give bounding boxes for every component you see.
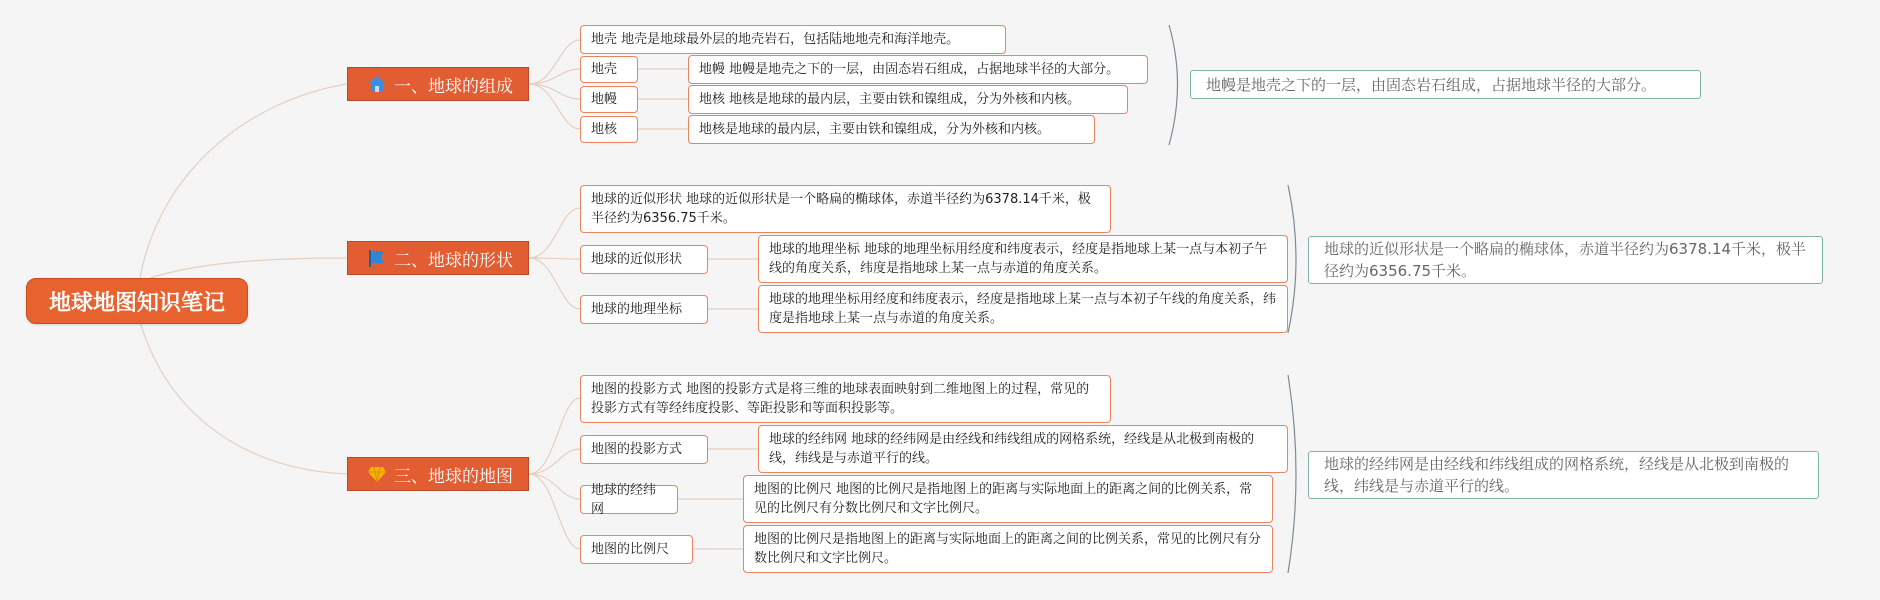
flag-icon (366, 247, 388, 269)
topic-node-projection[interactable]: 地图的投影方式 (580, 435, 708, 464)
branch-label: 三、地球的地图 (394, 466, 513, 487)
detail-node-scale[interactable]: 地图的比例尺 地图的比例尺是指地图上的距离与实际地面上的距离之间的比例关系，常见的比例尺有分数比例尺和文字比例尺。 (743, 475, 1273, 523)
detail-node-core-2[interactable]: 地核是地球的最内层，主要由铁和镍组成，分为外核和内核。 (688, 115, 1095, 144)
intro-node[interactable]: 地壳 地壳是地球最外层的地壳岩石，包括陆地地壳和海洋地壳。 (580, 25, 1006, 54)
topic-node-geo-coordinates[interactable]: 地球的地理坐标 (580, 295, 708, 324)
branch-label: 二、地球的形状 (394, 250, 513, 271)
summary-shape[interactable]: 地球的近似形状是一个略扁的椭球体，赤道半径约为6378.14千米，极半径约为6356.75千米。 (1308, 236, 1823, 284)
house-icon (366, 73, 388, 95)
topic-node-mantle[interactable]: 地幔 (580, 86, 638, 113)
detail-node-geo-coordinates-2[interactable]: 地球的地理坐标用经度和纬度表示，经度是指地球上某一点与本初子午线的角度关系，纬度是指地球上某一点与赤道的角度关系。 (758, 285, 1288, 333)
detail-node-mantle[interactable]: 地幔 地幔是地壳之下的一层，由固态岩石组成，占据地球半径的大部分。 (688, 55, 1148, 84)
topic-node-crust[interactable]: 地壳 (580, 56, 638, 83)
topic-node-graticule[interactable]: 地球的经纬网 (580, 485, 678, 514)
central-topic[interactable]: 地球地图知识笔记 (26, 278, 248, 324)
topic-node-scale[interactable]: 地图的比例尺 (580, 535, 693, 564)
branch-earth-map[interactable] (347, 457, 529, 491)
detail-node-geo-coordinates[interactable]: 地球的地理坐标 地球的地理坐标用经度和纬度表示，经度是指地球上某一点与本初子午线的角度关系，纬度是指地球上某一点与赤道的角度关系。 (758, 235, 1288, 283)
topic-node-core[interactable]: 地核 (580, 116, 638, 143)
topic-node-approx-shape[interactable]: 地球的近似形状 (580, 245, 708, 274)
summary-map[interactable]: 地球的经纬网是由经线和纬线组成的网格系统，经线是从北极到南极的线，纬线是与赤道平行的线。 (1308, 451, 1819, 499)
branch-label: 一、地球的组成 (394, 76, 513, 97)
branch-earth-shape[interactable] (347, 241, 529, 275)
intro-node[interactable]: 地球的近似形状 地球的近似形状是一个略扁的椭球体，赤道半径约为6378.14千米，极半径约为6356.75千米。 (580, 185, 1111, 233)
intro-node[interactable]: 地图的投影方式 地图的投影方式是将三维的地球表面映射到二维地图上的过程，常见的投影方式有等经纬度投影、等距投影和等面积投影等。 (580, 375, 1111, 423)
summary-composition[interactable]: 地幔是地壳之下的一层，由固态岩石组成，占据地球半径的大部分。 (1190, 70, 1701, 99)
branch-earth-composition[interactable] (347, 67, 529, 101)
detail-node-scale-2[interactable]: 地图的比例尺是指地图上的距离与实际地面上的距离之间的比例关系，常见的比例尺有分数比例尺和文字比例尺。 (743, 525, 1273, 573)
diamond-icon (366, 463, 388, 485)
detail-node-core[interactable]: 地核 地核是地球的最内层，主要由铁和镍组成，分为外核和内核。 (688, 85, 1128, 114)
detail-node-graticule[interactable]: 地球的经纬网 地球的经纬网是由经线和纬线组成的网格系统，经线是从北极到南极的线，纬线是与赤道平行的线。 (758, 425, 1288, 473)
